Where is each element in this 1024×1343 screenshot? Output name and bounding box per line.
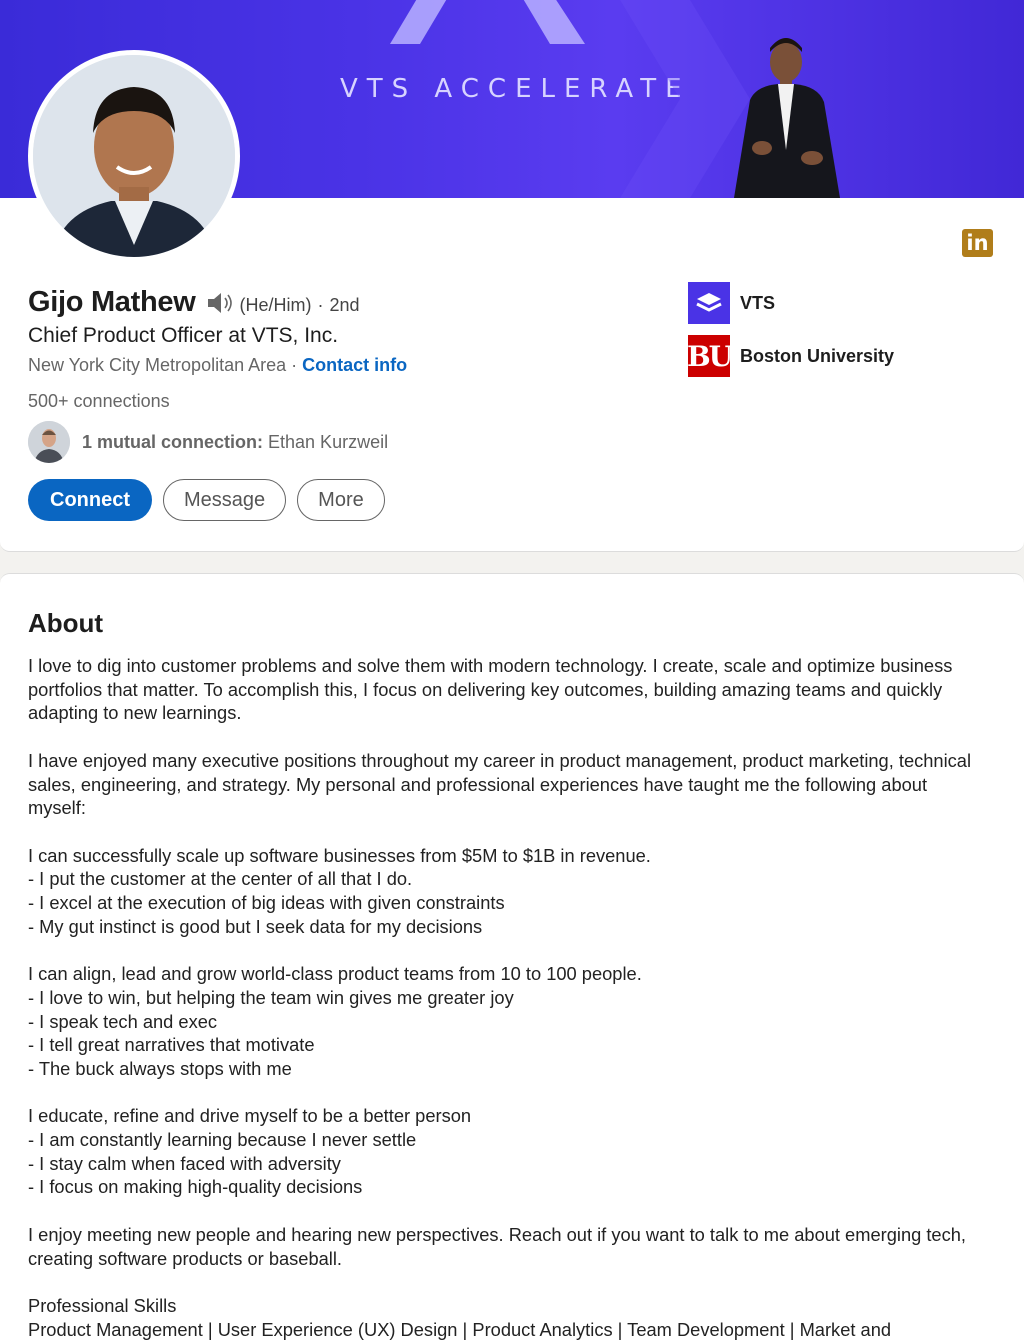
about-card	[0, 573, 1024, 1343]
degree-separator: ·	[317, 295, 324, 315]
banner-title: VTS ACCELERATE	[340, 74, 691, 104]
message-button[interactable]: Message	[163, 479, 286, 521]
connect-button[interactable]: Connect	[28, 479, 152, 521]
more-button[interactable]: More	[297, 479, 385, 521]
profile-photo	[33, 55, 235, 257]
about-paragraph: I educate, refine and drive myself to be a better person - I am constantly learning because I never settle - I stay calm when faced with adversity - I focus on making high-quality decisions	[28, 1105, 472, 1198]
about-body	[28, 654, 988, 1343]
location-separator: ·	[286, 355, 303, 375]
location-row	[28, 355, 407, 376]
profile-actions	[28, 479, 385, 521]
profile-card	[0, 0, 1024, 552]
mutual-label: 1 mutual connection:	[82, 431, 264, 452]
about-paragraph: Professional Skills Product Management | User Experience (UX) Design | Product Analytics | Team Development | Market and	[28, 1294, 892, 1340]
pronouns: (He/Him)	[239, 295, 312, 315]
profile-location: New York City Metropolitan Area	[28, 355, 287, 375]
mutual-connections[interactable]	[28, 421, 388, 463]
about-paragraph: I can successfully scale up software businesses from $5M to $1B in revenue. - I put the customer at the center of all that I do. - I excel at the execution of big ideas with given constraints - My gut instinct is good but I seek data for my decisions	[28, 844, 651, 937]
name-row	[28, 286, 360, 319]
about-paragraph: I have enjoyed many executive positions throughout my career in product management, product marketing, technical sales, engineering, and strategy. My personal and professional experiences have taught me the following about myself:	[28, 749, 972, 819]
speaker-photo	[720, 30, 870, 198]
mutual-name: Ethan Kurzweil	[263, 431, 389, 452]
profile-headline: Chief Product Officer at VTS, Inc.	[28, 324, 339, 347]
education-school[interactable]	[688, 335, 894, 377]
school-name: Boston University	[740, 345, 895, 366]
mutual-connection-text	[82, 432, 388, 453]
connections-count[interactable]: 500+ connections	[28, 391, 170, 411]
profile-avatar[interactable]	[28, 50, 240, 262]
linkedin-badge-icon: in	[962, 229, 993, 257]
about-paragraph: I enjoy meeting new people and hearing new perspectives. Reach out if you want to talk to me about emerging tech, creating software products or baseball.	[28, 1223, 966, 1269]
company-name: VTS	[740, 292, 776, 313]
about-paragraph: I can align, lead and grow world-class product teams from 10 to 100 people. - I love to win, but helping the team win gives me greater joy - I speak tech and exec - I tell great narratives that motivate - The buck always stops with me	[28, 963, 642, 1079]
name-pronunciation-icon[interactable]	[206, 292, 234, 314]
contact-info-link[interactable]: Contact info	[302, 355, 408, 375]
mutual-avatar	[28, 421, 70, 463]
profile-name: Gijo Mathew	[28, 286, 196, 318]
about-title: About	[28, 608, 104, 638]
about-paragraph: I love to dig into customer problems and solve them with modern technology. I create, scale and optimize business portfolios that matter. To accomplish this, I focus on delivering key outcomes, building amazing teams and quickly adapting to new learnings.	[28, 655, 953, 724]
vts-logo-icon	[688, 282, 730, 324]
connection-degree: 2nd	[329, 295, 360, 315]
current-company[interactable]	[688, 282, 775, 324]
bu-logo-icon: BU	[688, 335, 730, 377]
